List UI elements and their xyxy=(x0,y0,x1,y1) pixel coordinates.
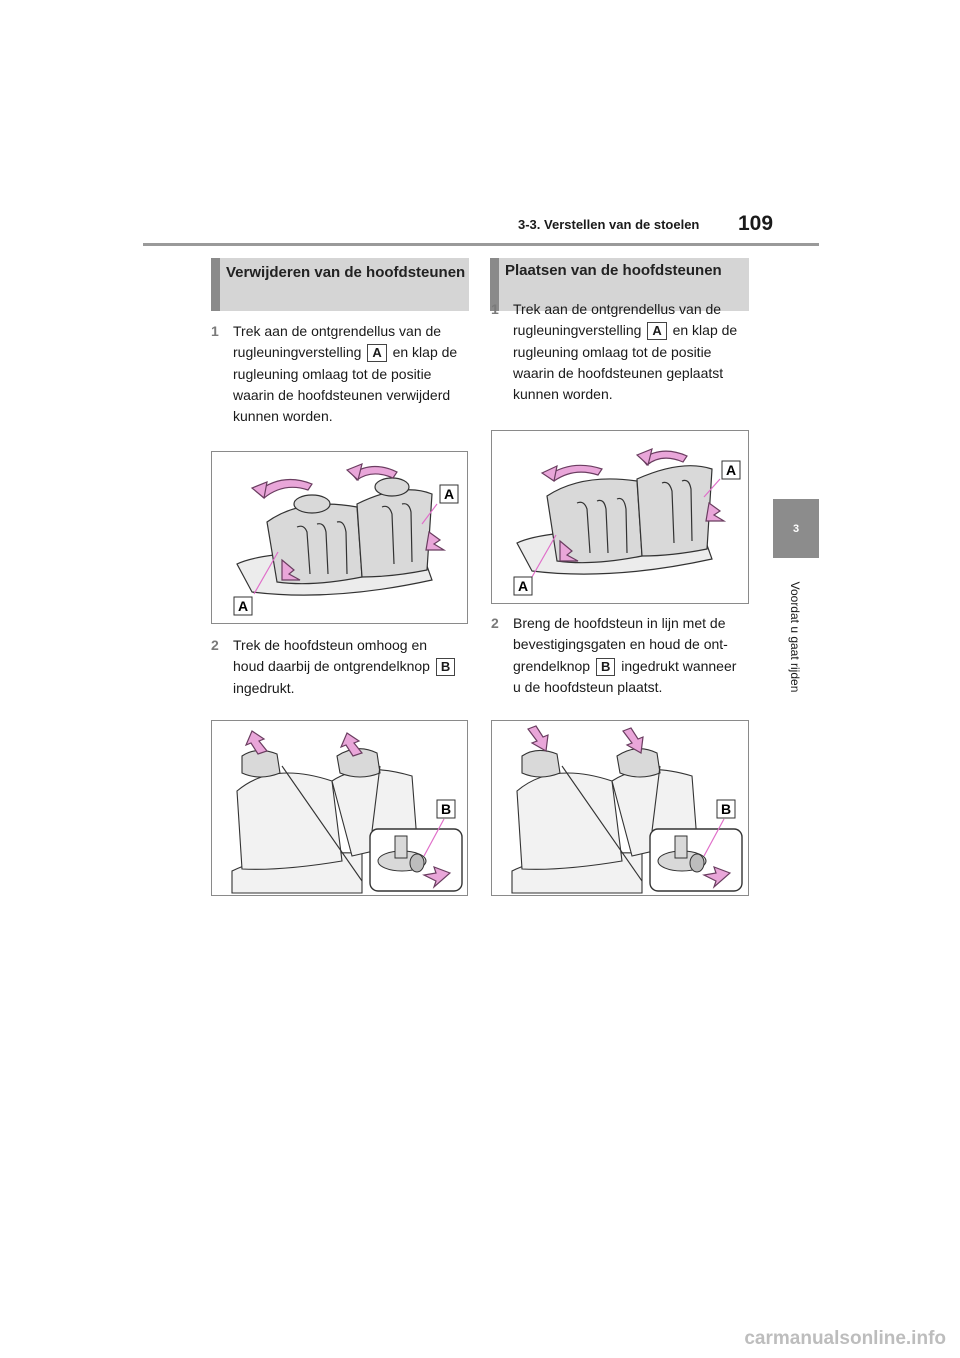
label-b: B xyxy=(720,801,732,817)
seat-illustration xyxy=(517,466,712,574)
figure-headrest-remove xyxy=(211,720,468,896)
step-text: Trek aan de ontgrendellus van de rugleuningverstelling xyxy=(513,301,722,339)
chapter-title-text: Voordat u gaat rijden xyxy=(788,581,802,693)
step-text: Trek de hoofdsteun omhoog en houd daarbij de ontgrendelknop xyxy=(233,637,430,675)
header-rule xyxy=(143,243,819,246)
step-text-cont: ingedrukt wanneer u de hoofdsteun plaatst. xyxy=(513,657,737,695)
label-b: B xyxy=(440,801,452,817)
step-number: 1 xyxy=(491,301,499,317)
detail-inset xyxy=(370,829,462,891)
watermark: carmanualsonline.info xyxy=(744,1328,946,1349)
detail-inset xyxy=(650,829,742,891)
step-list-install-2 xyxy=(491,613,753,698)
step-item xyxy=(211,321,471,427)
section-heading-remove: Verwijderen van de hoofdsteunen xyxy=(211,258,469,311)
label-a-top: A xyxy=(443,486,455,502)
label-a-bottom: A xyxy=(237,598,249,614)
figure-seat-release-left xyxy=(211,451,468,624)
step-item xyxy=(211,635,471,699)
step-number: 1 xyxy=(211,323,219,339)
step-list-install-1 xyxy=(491,299,753,405)
figure-headrest-install xyxy=(491,720,749,896)
step-list-remove-1 xyxy=(211,321,471,427)
label-badge-a: A xyxy=(367,344,386,362)
running-header-section: 3-3. Verstellen van de stoelen xyxy=(518,217,700,232)
step-list-remove-2 xyxy=(211,635,471,699)
label-badge-b: B xyxy=(436,658,455,676)
label-a-top: A xyxy=(725,462,737,478)
step-item xyxy=(491,613,753,698)
step-text: Breng de hoofdsteun in lijn met de bevestigingsgaten en houd de ont- grendelknop xyxy=(513,615,728,674)
step-text-cont: en klap de rugleuning omlaag tot de positie waarin de hoofdsteunen verwijderd kunnen worden. xyxy=(233,344,458,425)
page-number: 109 xyxy=(738,212,774,235)
label-badge-b: B xyxy=(596,658,615,676)
step-text-cont: en klap de rugleuning omlaag tot de positie waarin de hoofdsteunen geplaatst kunnen worden. xyxy=(513,322,738,403)
section-heading-install: Plaatsen van de hoofdsteunen xyxy=(490,258,749,311)
step-number: 2 xyxy=(211,637,219,653)
chapter-title xyxy=(785,567,805,707)
step-number: 2 xyxy=(491,615,499,631)
figure-seat-release-right xyxy=(491,430,749,604)
step-text: Trek aan de ontgrendellus van de rugleuningverstelling xyxy=(233,323,442,361)
label-a-bottom: A xyxy=(517,578,529,594)
step-item xyxy=(491,299,753,405)
step-text-cont: ingedrukt. xyxy=(233,679,295,696)
chapter-tab: 3 xyxy=(773,499,819,558)
label-badge-a: A xyxy=(647,322,666,340)
